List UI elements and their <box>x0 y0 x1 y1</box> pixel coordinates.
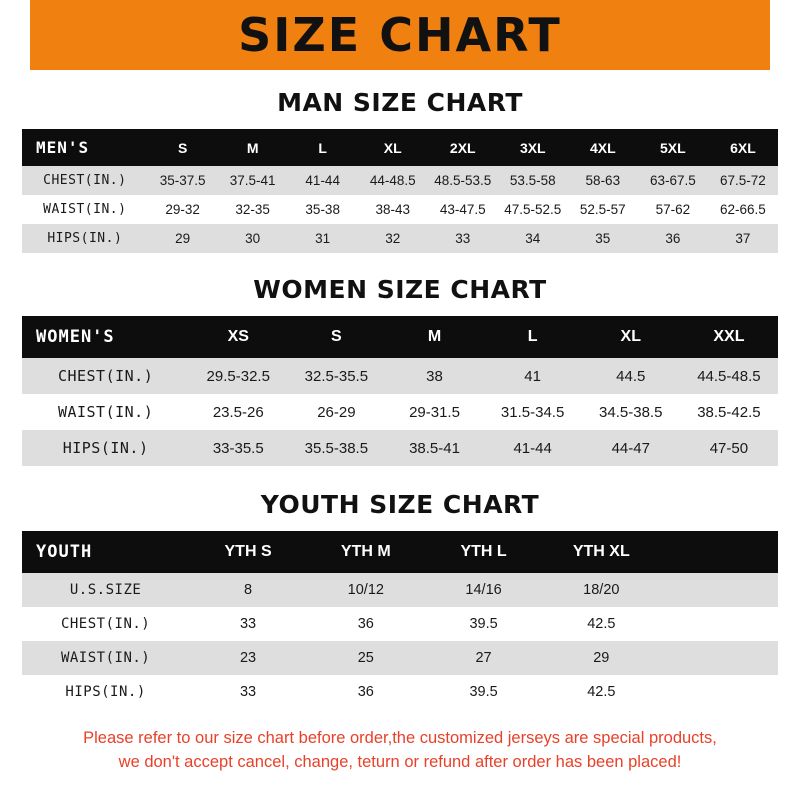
cell: 32.5-35.5 <box>287 358 385 394</box>
cell: 57-62 <box>638 195 708 224</box>
cell: 38 <box>385 358 483 394</box>
table-header-row <box>22 531 778 573</box>
cell: 37 <box>708 224 778 253</box>
row-label-chest: CHEST(IN.) <box>22 166 148 195</box>
row-label-hips: HIPS(IN.) <box>22 224 148 253</box>
table-row <box>22 607 778 641</box>
table-row <box>22 641 778 675</box>
cell: 25 <box>307 641 425 675</box>
youth-size-table <box>22 531 778 709</box>
table-row <box>22 224 778 253</box>
col-header-l: L <box>484 316 582 358</box>
cell: 48.5-53.5 <box>428 166 498 195</box>
cell: 30 <box>218 224 288 253</box>
table-row <box>22 573 778 607</box>
cell: 41-44 <box>484 430 582 466</box>
col-header-5xl: 5XL <box>638 129 708 166</box>
cell: 42.5 <box>542 607 660 641</box>
cell: 36 <box>638 224 708 253</box>
cell: 27 <box>425 641 543 675</box>
col-header-4xl: 4XL <box>568 129 638 166</box>
cell: 44-48.5 <box>358 166 428 195</box>
cell: 41-44 <box>288 166 358 195</box>
content-area <box>0 88 800 775</box>
row-label-us-size: U.S.SIZE <box>22 573 189 607</box>
col-header-mens: MEN'S <box>22 129 148 166</box>
cell: 53.5-58 <box>498 166 568 195</box>
col-header-yth-s: YTH S <box>189 531 307 573</box>
man-section-title: MAN SIZE CHART <box>277 88 523 117</box>
table-header-row <box>22 316 778 358</box>
cell: 44-47 <box>582 430 680 466</box>
cell <box>660 675 778 709</box>
col-header-yth-l: YTH L <box>425 531 543 573</box>
women-size-table <box>22 316 778 466</box>
cell: 35-38 <box>288 195 358 224</box>
col-header-s: S <box>148 129 218 166</box>
cell: 31 <box>288 224 358 253</box>
col-header-l: L <box>288 129 358 166</box>
cell: 62-66.5 <box>708 195 778 224</box>
header-right-spacer <box>770 0 800 70</box>
page-title: SIZE CHART <box>238 8 562 62</box>
cell: 29-32 <box>148 195 218 224</box>
cell <box>660 641 778 675</box>
cell: 23.5-26 <box>189 394 287 430</box>
col-header-xl: XL <box>582 316 680 358</box>
cell: 23 <box>189 641 307 675</box>
cell: 43-47.5 <box>428 195 498 224</box>
col-header-m: M <box>385 316 483 358</box>
cell: 29 <box>148 224 218 253</box>
col-header-m: M <box>218 129 288 166</box>
col-header-xl: XL <box>358 129 428 166</box>
women-section-title: WOMEN SIZE CHART <box>253 275 547 304</box>
cell: 29.5-32.5 <box>189 358 287 394</box>
cell: 36 <box>307 675 425 709</box>
cell: 33 <box>189 607 307 641</box>
table-header-row <box>22 129 778 166</box>
col-header-youth: YOUTH <box>22 531 189 573</box>
cell: 8 <box>189 573 307 607</box>
notice-line-2: we don't accept cancel, change, teturn or refund after order has been placed! <box>118 752 682 771</box>
row-label-chest: CHEST(IN.) <box>22 607 189 641</box>
cell: 47-50 <box>680 430 778 466</box>
cell: 29 <box>542 641 660 675</box>
cell: 41 <box>484 358 582 394</box>
cell: 14/16 <box>425 573 543 607</box>
cell: 67.5-72 <box>708 166 778 195</box>
cell: 39.5 <box>425 675 543 709</box>
col-header-womens: WOMEN'S <box>22 316 189 358</box>
cell: 32 <box>358 224 428 253</box>
table-row <box>22 430 778 466</box>
header-band <box>0 0 800 70</box>
cell: 38-43 <box>358 195 428 224</box>
cell <box>660 607 778 641</box>
col-header-3xl: 3XL <box>498 129 568 166</box>
cell: 34.5-38.5 <box>582 394 680 430</box>
cell: 18/20 <box>542 573 660 607</box>
cell: 38.5-41 <box>385 430 483 466</box>
cell: 33 <box>428 224 498 253</box>
cell: 58-63 <box>568 166 638 195</box>
cell: 31.5-34.5 <box>484 394 582 430</box>
cell: 34 <box>498 224 568 253</box>
cell: 37.5-41 <box>218 166 288 195</box>
col-header-yth-xl: YTH XL <box>542 531 660 573</box>
cell: 26-29 <box>287 394 385 430</box>
row-label-hips: HIPS(IN.) <box>22 675 189 709</box>
youth-section-title: YOUTH SIZE CHART <box>260 490 540 519</box>
cell: 36 <box>307 607 425 641</box>
col-header-empty <box>660 531 778 573</box>
row-label-waist: WAIST(IN.) <box>22 195 148 224</box>
cell: 52.5-57 <box>568 195 638 224</box>
cell: 35.5-38.5 <box>287 430 385 466</box>
col-header-xs: XS <box>189 316 287 358</box>
table-row <box>22 166 778 195</box>
col-header-2xl: 2XL <box>428 129 498 166</box>
col-header-yth-m: YTH M <box>307 531 425 573</box>
cell: 10/12 <box>307 573 425 607</box>
table-row <box>22 394 778 430</box>
cell: 38.5-42.5 <box>680 394 778 430</box>
cell: 42.5 <box>542 675 660 709</box>
cell: 44.5-48.5 <box>680 358 778 394</box>
cell: 29-31.5 <box>385 394 483 430</box>
cell: 33 <box>189 675 307 709</box>
cell: 44.5 <box>582 358 680 394</box>
cell: 63-67.5 <box>638 166 708 195</box>
man-size-table <box>22 129 778 253</box>
cell: 32-35 <box>218 195 288 224</box>
table-row <box>22 195 778 224</box>
cell: 39.5 <box>425 607 543 641</box>
header-left-spacer <box>0 0 30 70</box>
cell: 35-37.5 <box>148 166 218 195</box>
notice-line-1: Please refer to our size chart before order,the customized jerseys are special products, <box>83 729 717 747</box>
row-label-waist: WAIST(IN.) <box>22 394 189 430</box>
col-header-6xl: 6XL <box>708 129 778 166</box>
row-label-hips: HIPS(IN.) <box>22 430 189 466</box>
row-label-chest: CHEST(IN.) <box>22 358 189 394</box>
order-notice <box>22 727 778 775</box>
table-row <box>22 358 778 394</box>
cell <box>660 573 778 607</box>
row-label-waist: WAIST(IN.) <box>22 641 189 675</box>
table-row <box>22 675 778 709</box>
cell: 47.5-52.5 <box>498 195 568 224</box>
cell: 35 <box>568 224 638 253</box>
col-header-s: S <box>287 316 385 358</box>
cell: 33-35.5 <box>189 430 287 466</box>
col-header-xxl: XXL <box>680 316 778 358</box>
